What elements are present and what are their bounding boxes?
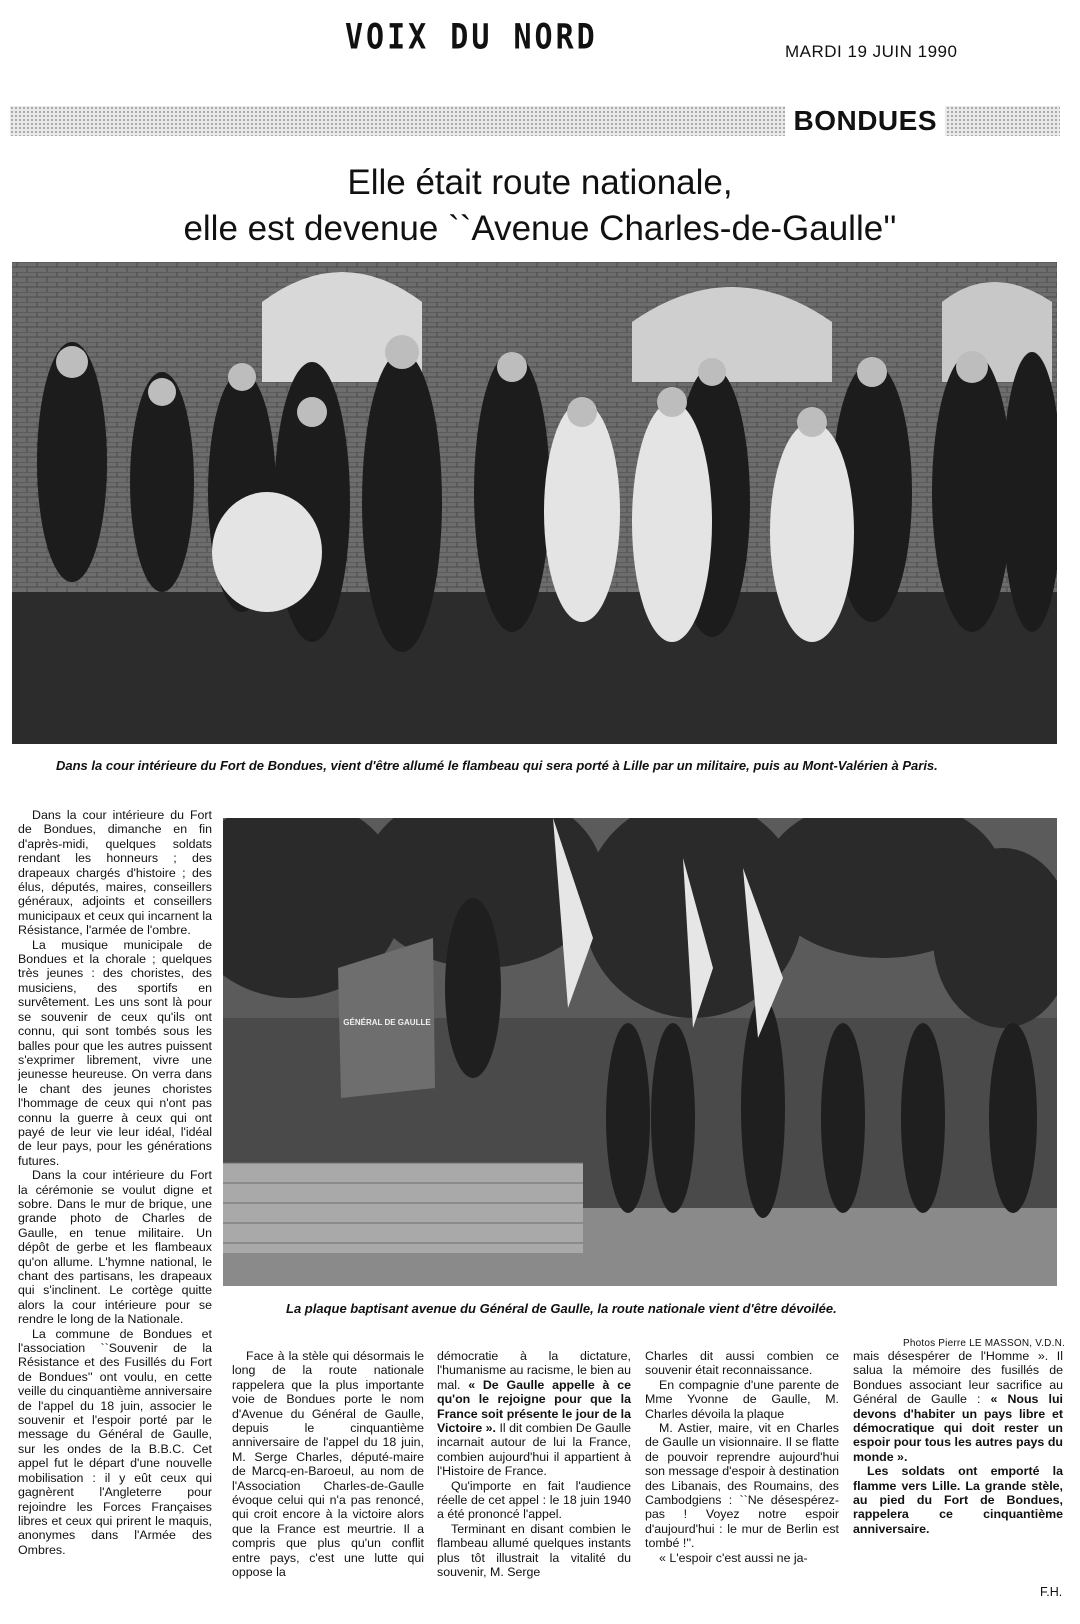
col5-closing: Les soldats ont emporté la flamme vers Lille. La grande stèle, au pied du Fort de Bondues, rappelera ce cinquantième anniversaire. (853, 1464, 1063, 1536)
photo-plaque-caption: La plaque baptisant avenue du Général de Gaulle, la route nationale vient d'être dévoilée. (286, 1301, 837, 1316)
col3-paragraph-3: Terminant en disant combien le flambeau allumé quelques instants plus tôt illustrait la vitalité du souvenir, M. Serge (437, 1521, 631, 1580)
article-column-2 (232, 1349, 424, 1580)
photo-courtyard-caption: Dans la cour intérieure du Fort de Bondues, vient d'être allumé le flambeau qui sera porté à Lille par un militaire, puis au Mont-Valérien à Paris. (56, 758, 938, 773)
headline-line-2: elle est devenue ``Avenue Charles-de-Gaulle'' (183, 209, 897, 248)
article-column-1 (18, 808, 212, 1557)
article-column-3 (437, 1349, 631, 1580)
col4-paragraph-1: Charles dit aussi combien ce souvenir était reconnaissance. (645, 1349, 839, 1378)
photo-courtyard-ceremony (12, 262, 1057, 744)
col5-paragraph-2 (853, 1464, 1063, 1536)
courtyard-photo-drawing (12, 262, 1057, 744)
col1-paragraph-1: Dans la cour intérieure du Fort de Bondues, dimanche en fin d'après-midi, quelques soldats rendant les honneurs ; des drapeaux chargés d'histoire ; des élus, députés, maires, conseillers généraux, adjoints et conseillers municipaux et ceux qui incarnent la Résistance, l'armée de l'ombre. (18, 808, 212, 938)
article-column-4 (645, 1349, 839, 1565)
col5-paragraph-1 (853, 1349, 1063, 1464)
author-signature: F.H. (1040, 1585, 1063, 1599)
col2-paragraph-1: Face à la stèle qui désormais le long de la route nationale rappelera que la plus importante voie de Bondues porte le nom d'Avenue du Général de Gaulle, depuis le cinquantième anniversaire de l'appel du 18 juin, M. Serge Charles, député-maire de Marcq-en-Baroeul, au nom de l'Association Charles-de-Gaulle évoque celui qui n'a pas renoncé, qui croit encore à la victoire alors que la France est meurtrie. Il a compris que plus qu'un conflit entre pays, c'est une lutte qui oppose la (232, 1349, 424, 1580)
col3-text-b: Il dit combien De Gaulle incarnait autour de lui la France, combien aujourd'hui il appartient à l'Histoire de France. (437, 1421, 631, 1479)
col3-paragraph-1 (437, 1349, 631, 1479)
stele-inscription: GÉNÉRAL DE GAULLE (343, 1018, 431, 1027)
article-column-5 (853, 1349, 1063, 1536)
col3-text-a: démocratie à la dictature, l'humanisme au racisme, le bien au mal. (437, 1349, 631, 1392)
col4-paragraph-3: M. Astier, maire, vit en Charles de Gaulle un visionnaire. Il se flatte de pouvoir reprendre aujourd'hui son message d'espoir à destination des Libanais, des Roumains, des Cambodgiens : ``Ne désespérez-pas ! Voyez notre espoir d'aujourd'hui : le mur de Berlin est tombé !''. (645, 1421, 839, 1551)
section-label: BONDUES (785, 106, 945, 136)
col4-paragraph-2: En compagnie d'une parente de Mme Yvonne de Gaulle, M. Charles dévoila la plaque (645, 1377, 839, 1421)
newspaper-masthead: VOIX DU NORD (345, 17, 598, 58)
col3-paragraph-2: Qu'importe en fait l'audience réelle de cet appel : le 18 juin 1940 a été prononcé l'appel. (437, 1478, 631, 1522)
section-band (10, 106, 1060, 136)
plaque-photo-drawing (223, 818, 1057, 1286)
photo-credit: Photos Pierre LE MASSON, V.D.N. (902, 1338, 1065, 1349)
issue-date: MARDI 19 JUIN 1990 (785, 42, 958, 61)
article-headline (0, 160, 1080, 252)
photo-plaque-unveiling (223, 818, 1057, 1286)
col1-paragraph-2: La musique municipale de Bondues et la chorale ; quelques très jeunes : des choristes, des musiciens, des sportifs en survêtement. Les uns sont là pour se souvenir de ceux qu'ils ont connu, qui sont tombés sous les balles pour que les autres puissent s'exprimer librement, vivre une jeunesse heureuse. On verra dans le chant des jeunes choristes l'hommage de ceux qui n'ont pas connu la guerre à ceux qui ont payé de leur vie leur idéal, l'idéal de leur pays, pour les générations futures. (18, 937, 212, 1168)
col3-quote: « De Gaulle appelle à ce qu'on le rejoigne pour que la France soit présente le jour de la Victoire ». (437, 1377, 632, 1436)
headline-line-1: Elle était route nationale, (347, 163, 733, 202)
col4-paragraph-4: « L'espoir c'est aussi ne ja- (659, 1550, 808, 1565)
col1-paragraph-3: Dans la cour intérieure du Fort la cérémonie se voulut digne et sobre. Dans le mur de brique, une grande photo de Charles de Gaulle, en tenue militaire. Un dépôt de gerbe et les flambeaux qu'on allume. L'hymne national, le chant des partisans, les drapeaux qui s'inclinent. Le cortège quitte alors la cour intérieure pour se rendre le long de la Nationale. (18, 1168, 212, 1327)
col1-paragraph-4: La commune de Bondues et l'association ``Souvenir de la Résistance et des Fusillés du Fort de Bondues'' ont voulu, en cette veille du cinquantième anniversaire de l'appel du 18 juin, associer le souvenir et l'espoir porté par le message du Général de Gaulle, sur les ondes de la B.B.C. Cet appel fut le départ d'une nouvelle mobilisation : il y eût ceux qui gagnèrent l'Angleterre pour rejoindre les Forces Françaises libres et ceux qui prirent le maquis, anonymes dans l'Armée des Ombres. (18, 1326, 212, 1557)
col5-quote: « Nous lui devons d'habiter un pays libre et démocratique qui doit rester un espoir pour tous les autres pays du monde ». (853, 1392, 1063, 1464)
col5-text-a: mais désespérer de l'Homme ». Il salua la mémoire des fusillés de Bondues associant leur sacrifice au Général de Gaulle : (853, 1349, 1063, 1407)
